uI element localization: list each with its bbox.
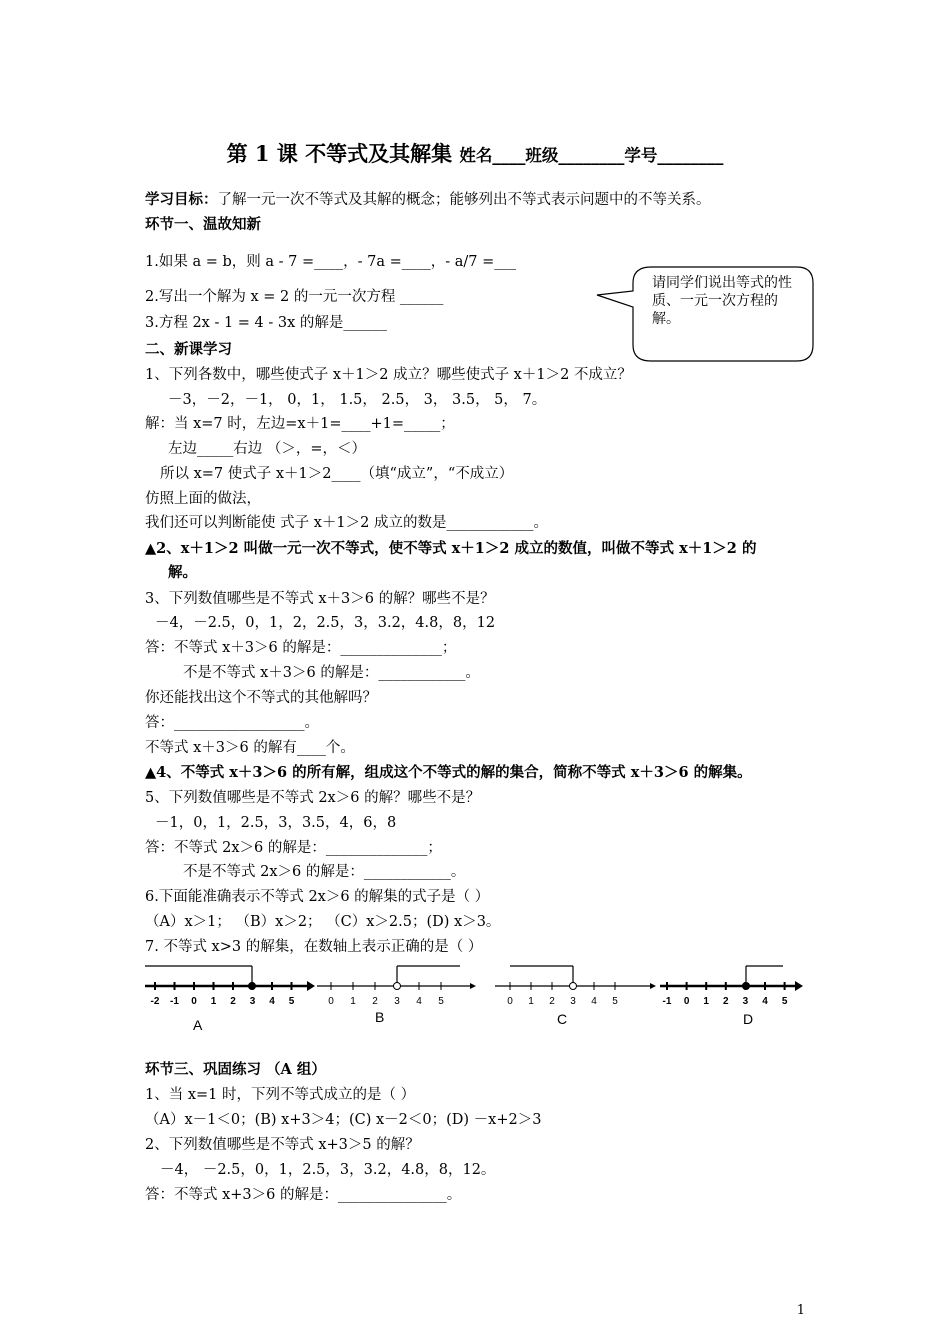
definition-inequality-end: 解。 — [168, 564, 197, 581]
tick-label: 5 — [612, 996, 618, 1007]
bubble-text: 请同学们说出等式的性质、一元一次方程的解。 — [652, 275, 792, 327]
learning-objective — [145, 190, 711, 210]
tick-label: 4 — [269, 996, 275, 1007]
tick-label: 3 — [249, 996, 256, 1007]
tick-label: 1 — [350, 996, 356, 1007]
practice-q2-answer: 答：不等式 x+3＞6 的解是：_______________。 — [145, 1187, 462, 1203]
new-q1-solution-5: 我们还可以判断能使 式子 x＋1＞2 成立的数是____________。 — [145, 515, 548, 531]
new-q1-solution-2: 左边_____右边 （＞，=，＜） — [168, 441, 367, 457]
lesson-title: 第 1 课 不等式及其解集 — [226, 141, 453, 166]
tick-label: 4 — [591, 996, 597, 1007]
section3-heading: 环节三、巩固练习 （A 组） — [145, 1061, 326, 1078]
tick-label: 4 — [762, 996, 768, 1007]
student-info-fields: 姓名____班级________学号________ — [459, 146, 724, 165]
tick-label: -1 — [662, 996, 672, 1007]
tick-label: 5 — [288, 996, 295, 1007]
tick-label: 3 — [742, 996, 749, 1007]
definition-solution-set: ▲4、不等式 x＋3＞6 的所有解，组成这个不等式的解的集合，简称不等式 x＋3＞6 的解集。 — [145, 764, 752, 781]
practice-q1: 1、当 x=1 时，下列不等式成立的是（ ） — [145, 1087, 416, 1103]
new-q3-more: 你还能找出这个不等式的其他解吗？ — [145, 690, 377, 706]
review-q1: 1.如果 a = b，则 a - 7 =____，- 7a =____，- a/7 =___ — [145, 254, 517, 270]
label-c: C — [557, 1011, 568, 1027]
tick-label: 5 — [781, 996, 788, 1007]
new-q3-count: 不等式 x＋3＞6 的解有____个。 — [145, 740, 355, 756]
tick-label: 0 — [507, 996, 513, 1007]
tick-label: -2 — [150, 996, 160, 1007]
tick-label: 1 — [703, 996, 709, 1007]
new-q5-answer-1: 答：不等式 2x＞6 的解是：______________； — [145, 840, 442, 856]
new-q5-numbers: －1，0，1，2.5，3，3.5，4，6，8 — [155, 815, 397, 831]
page-title — [0, 138, 950, 168]
definition-inequality: ▲2、x＋1＞2 叫做一元一次不等式，使不等式 x＋1＞2 成立的数值，叫做不等式 x＋1＞2 的 — [145, 540, 757, 557]
tick-label: 4 — [416, 996, 422, 1007]
new-q1-solution-3: 所以 x=7 使式子 x＋1＞2____（填“成立”，“不成立） — [160, 466, 514, 482]
tick-label: 2 — [372, 996, 378, 1007]
new-q1-numbers: －3，－2，－1， 0，1， 1.5， 2.5， 3， 3.5， 5， 7。 — [168, 392, 547, 408]
new-q1-solution-1: 解：当 x=7 时，左边=x＋1=____+1=_____； — [145, 416, 455, 432]
new-q5: 5、下列数值哪些是不等式 2x＞6 的解？哪些不是？ — [145, 790, 481, 806]
tick-label: 2 — [230, 996, 236, 1007]
objective-label: 学习目标： — [145, 191, 218, 208]
number-line-c — [495, 966, 656, 1027]
new-q3: 3、下列数值哪些是不等式 x＋3＞6 的解？哪些不是？ — [145, 591, 495, 607]
practice-q1-options: （A）x－1＜0；(B) x+3＞4；(C) x－2＜0；(D) －x+2＞3 — [145, 1112, 542, 1128]
number-line-b — [317, 966, 476, 1025]
page-number: 1 — [796, 1303, 805, 1318]
tick-label: 0 — [683, 996, 690, 1007]
number-line-d — [660, 966, 803, 1027]
new-q3-more-answer: 答：__________________。 — [145, 715, 319, 731]
tick-label: 0 — [191, 996, 197, 1007]
label-b: B — [375, 1009, 385, 1025]
number-line-a — [145, 966, 315, 1033]
label-d: D — [743, 1011, 754, 1027]
review-q3: 3.方程 2x - 1 = 4 - 3x 的解是______ — [145, 315, 387, 331]
practice-q2-numbers: －4， －2.5，0，1，2.5，3，3.2，4.8，8，12。 — [160, 1162, 496, 1178]
practice-q2: 2、下列数值哪些是不等式 x+3＞5 的解？ — [145, 1137, 420, 1153]
tick-label: 2 — [723, 996, 729, 1007]
number-line-options — [145, 960, 810, 1040]
tick-label: 2 — [549, 996, 555, 1007]
tick-label: 3 — [394, 996, 400, 1007]
new-q6-options: （A）x＞1； （B）x＞2； （C）x＞2.5；(D) x＞3。 — [145, 914, 501, 930]
new-q3-numbers: －4，－2.5，0，1，2，2.5，3，3.2，4.8，8，12 — [155, 615, 496, 631]
new-q6: 6.下面能准确表示不等式 2x＞6 的解集的式子是（ ） — [145, 889, 490, 905]
tick-label: -1 — [170, 996, 179, 1007]
section2-heading: 二、新课学习 — [145, 341, 232, 358]
new-q7: 7. 不等式 x>3 的解集，在数轴上表示正确的是（ ） — [145, 939, 483, 955]
review-q2: 2.写出一个解为 x = 2 的一元一次方程 ______ — [145, 289, 444, 305]
section1-heading: 环节一、温故知新 — [145, 216, 261, 233]
objective-text: 了解一元一次不等式及其解的概念；能够列出不等式表示问题中的不等关系。 — [217, 192, 711, 208]
tick-label: 3 — [570, 996, 576, 1007]
label-a: A — [193, 1017, 203, 1033]
tick-label: 1 — [210, 996, 217, 1007]
new-q3-answer-1: 答：不等式 x＋3＞6 的解是：______________； — [145, 640, 457, 656]
new-q1-solution-4: 仿照上面的做法， — [145, 491, 261, 507]
new-q1: 1、下列各数中，哪些使式子 x＋1＞2 成立？哪些使式子 x＋1＞2 不成立？ — [145, 367, 632, 383]
tick-label: 5 — [438, 996, 444, 1007]
new-q5-answer-2: 不是不等式 2x＞6 的解是：____________。 — [183, 864, 466, 880]
new-q3-answer-2: 不是不等式 x＋3＞6 的解是：____________。 — [183, 665, 480, 681]
tick-label: 1 — [528, 996, 534, 1007]
tick-label: 0 — [328, 996, 334, 1007]
